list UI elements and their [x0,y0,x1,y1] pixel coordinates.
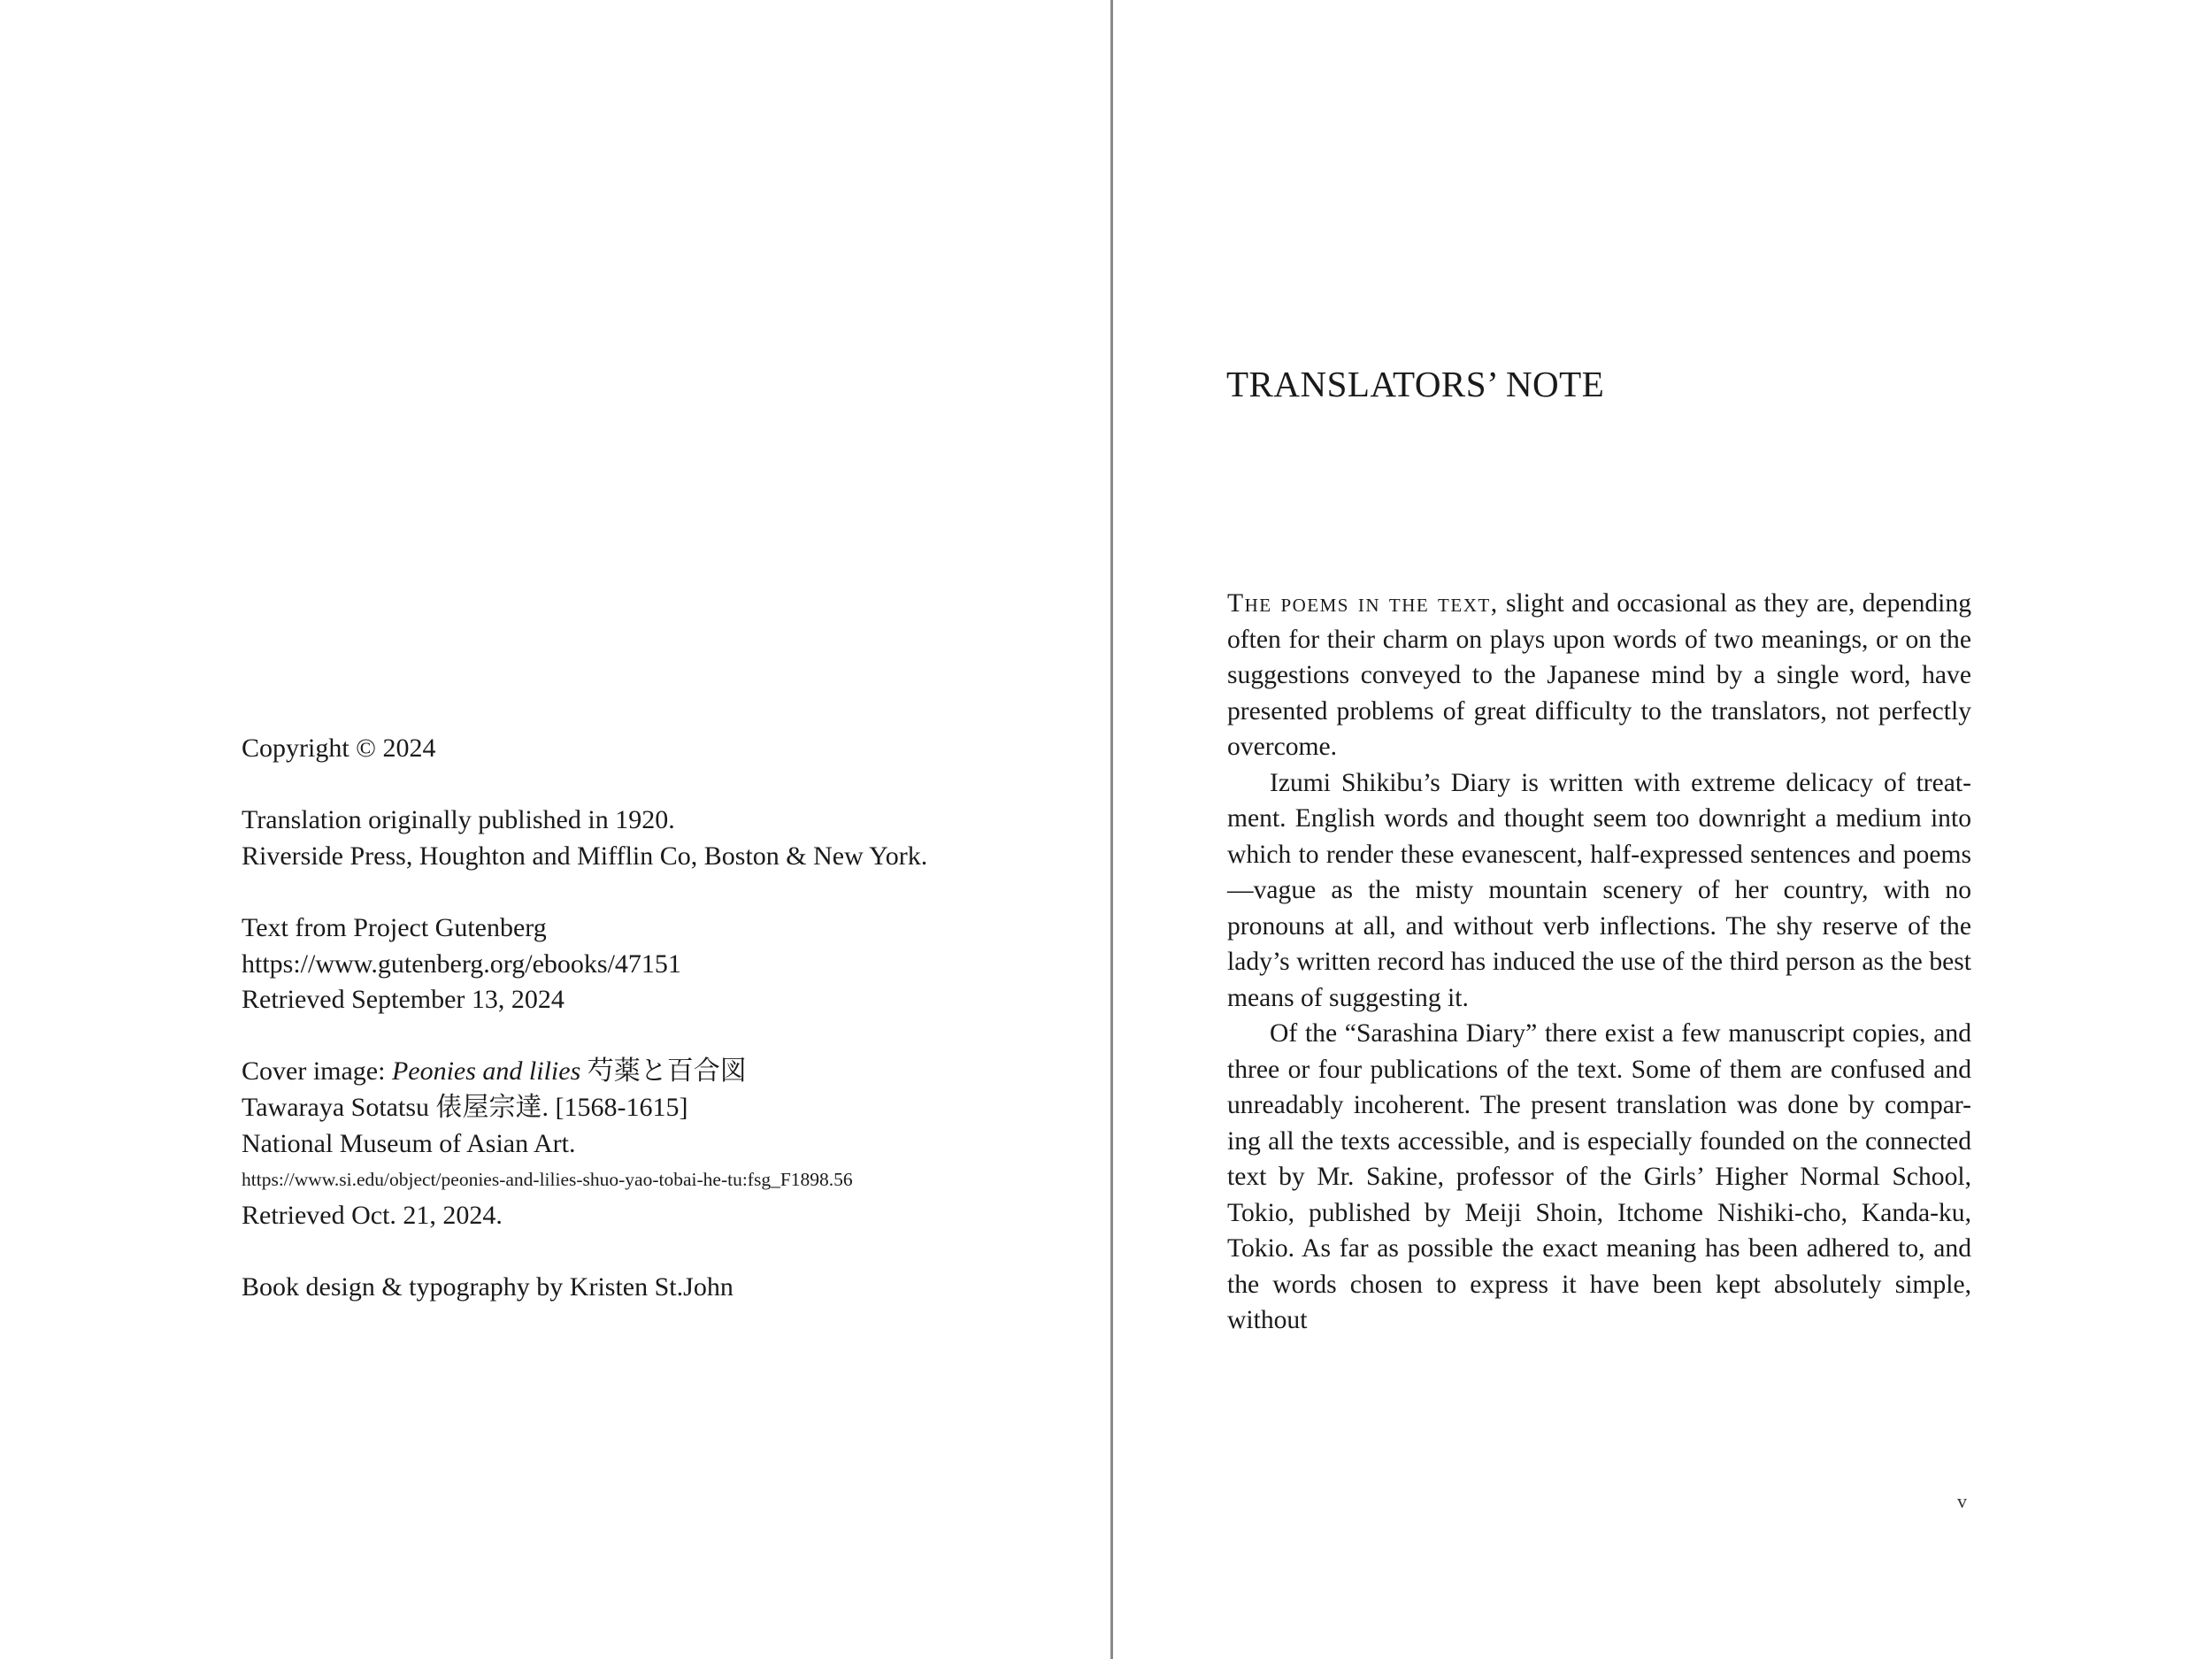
cover-url-link[interactable]: https://www.si.edu/object/peonies-and-lilies-shuo-yao-tobai-he-tu:fsg_F1898.56 [242,1169,853,1191]
design-credit-line: Book design & typography by Kristen St.John [242,1271,733,1302]
translation-published-line: Translation originally published in 1920. [242,805,675,835]
paragraph-3: Of the “Sarashina Diary” there exist a few manuscript copies, and three or four publications of the text. Some of them are confused and unreadably incoherent. The present translation was done by compar-ing all the texts accessible, and is especially founded on the connected text by Mr. Sakine, professor of the Girls’ Higher Normal School, Tokio, published by Meiji Shoin, Itchome Nishiki-cho, Kanda-ku, Tokio. As far as possible the exact meaning has been adhered to, and the words chosen to express it have been kept absolutely simple, without [1227,1019,1971,1334]
colophon [242,731,1038,1306]
cover-title-japanese: 芍薬と百合図 [580,1056,747,1087]
paragraph-2: Izumi Shikibu’s Diary is written with extreme delicacy of treat-ment. English words and thought seem too downright a medium into which to render these evanescent, half-expressed sentences and poems—vague as the misty mountain scenery of her country, with no pronouns at all, and without verb inflections. The shy reserve of the lady’s written record has induced the use of the third person as the best means of suggesting it. [1227,768,1971,1012]
source-url-link[interactable]: https://www.gutenberg.org/ebooks/47151 [242,949,681,979]
chapter-title: TRANSLATORS’ NOTE [1226,364,1605,404]
cover-retrieved-line: Retrieved Oct. 21, 2024. [242,1200,503,1230]
cover-label: Cover image: [242,1056,392,1087]
paragraph-1 [1227,586,1971,765]
page-number: v [1957,1490,1967,1512]
cover-museum-line: National Museum of Asian Art. [242,1128,576,1158]
source-retrieved-line: Retrieved September 13, 2024 [242,985,565,1015]
note-body [1227,586,1971,1339]
copyright-block [242,731,1038,767]
source-block [242,910,1038,1018]
lead-in-smallcaps: The poems in the text, [1227,589,1499,618]
cover-artist-line: Tawaraya Sotatsu 俵屋宗達. [1568-1615] [242,1092,688,1122]
paragraph-1-text: slight and occasional as they are, depending often for their charm on plays upon words of two meanings, or on the suggestions conveyed to the Japanese mind by a single word, have presented problems of great difficulty to the translators, not perfectly overcome. [1227,589,1971,761]
cover-credit-block [242,1054,1038,1233]
publisher-line: Riverside Press, Houghton and Mifflin Co, Boston & New York. [242,841,928,871]
translation-block [242,803,1038,874]
cover-image-line [242,1054,1038,1090]
page-gutter-divider [1110,0,1113,1659]
source-label: Text from Project Gutenberg [242,912,547,942]
design-credit-block [242,1270,1038,1306]
cover-title: Peonies and lilies [391,1056,581,1087]
copyright-line: Copyright © 2024 [242,733,436,763]
